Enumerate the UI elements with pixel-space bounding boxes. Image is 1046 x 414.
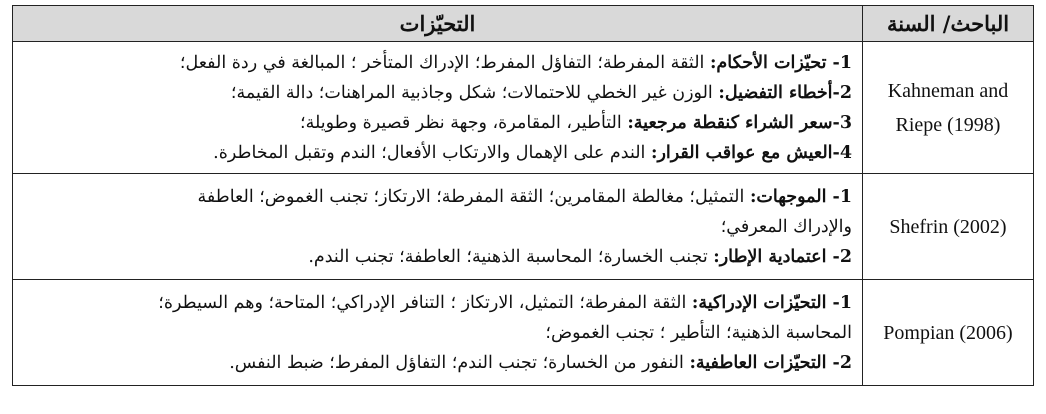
table-row xyxy=(13,280,1034,386)
biases-table xyxy=(12,5,1034,386)
table-row xyxy=(13,174,1034,280)
bias-item: 2-أخطاء التفضيل: الوزن غير الخطي للاحتمالات؛ شكل وجاذبية المراهنات؛ دالة القيمة؛ xyxy=(230,82,852,103)
bias-item-continuation: المحاسبة الذهنية؛ التأطير ؛ تجنب الغموض؛ xyxy=(545,322,852,343)
bias-item: 2- التحيّزات العاطفية: النفور من الخسارة؛ تجنب الندم؛ التفاؤل المفرط؛ ضبط النفس. xyxy=(229,352,852,373)
author-name: Pompian (2006) xyxy=(883,321,1013,344)
bias-item: 3-سعر الشراء كنقطة مرجعية: التأطير، المقامرة، وجهة نظر قصيرة وطويلة؛ xyxy=(300,112,852,133)
biases-cell xyxy=(13,280,863,386)
author-name: Shefrin (2002) xyxy=(889,215,1007,238)
bias-item: 2- اعتمادية الإطار: تجنب الخسارة؛ المحاسبة الذهنية؛ العاطفة؛ تجنب الندم. xyxy=(308,246,852,267)
table-row xyxy=(13,42,1034,174)
bias-item: 1- تحيّزات الأحكام: الثقة المفرطة؛ التفاؤل المفرط؛ الإدراك المتأخر ؛ المبالغة في ردة الفعل؛ xyxy=(179,52,852,73)
bias-item: 1- الموجهات: التمثيل؛ مغالطة المقامرين؛ الثقة المفرطة؛ الارتكاز؛ تجنب الغموض؛ العاطفة xyxy=(197,186,852,207)
biases-cell xyxy=(13,42,863,174)
author-name: Kahneman and xyxy=(887,79,1009,102)
bias-item: 4-العيش مع عواقب القرار: الندم على الإهمال والارتكاب الأفعال؛ الندم وتقبل المخاطرة. xyxy=(213,142,852,163)
header-author-year: الباحث/ السنة xyxy=(863,6,1034,42)
header-biases: التحيّزات xyxy=(13,6,863,42)
bias-item: 1- التحيّزات الإدراكية: الثقة المفرطة؛ التمثيل، الارتكاز ؛ التنافر الإدراكي؛ المتاحة؛ وهم السيطرة؛ xyxy=(158,292,852,313)
author-cell xyxy=(863,174,1034,280)
biases-cell xyxy=(13,174,863,280)
bias-item-continuation: والإدراك المعرفي؛ xyxy=(720,216,852,237)
author-cell xyxy=(863,280,1034,386)
author-year: Riepe (1998) xyxy=(895,113,1001,136)
table-header-row xyxy=(13,6,1034,42)
author-cell xyxy=(863,42,1034,174)
